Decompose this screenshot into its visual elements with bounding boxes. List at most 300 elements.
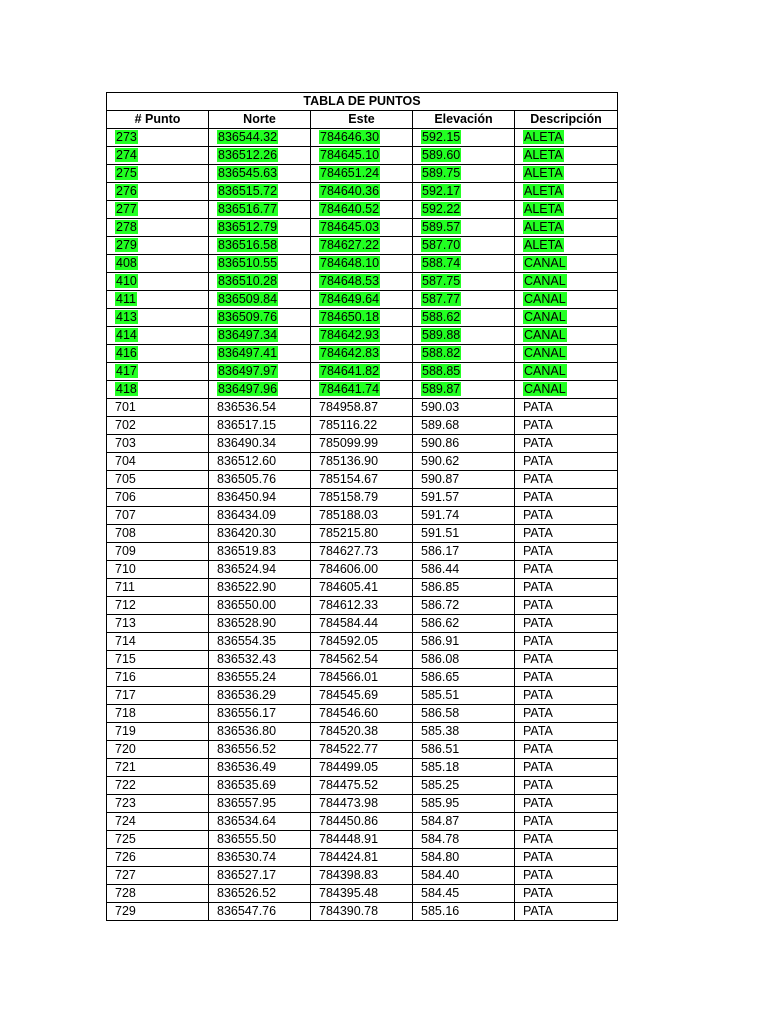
cell-descripcion-text: ALETA — [524, 184, 563, 198]
table-row — [107, 201, 618, 219]
cell-descripcion — [515, 723, 618, 741]
cell-elevacion-text: 584.80 — [421, 850, 460, 864]
cell-punto — [107, 255, 209, 273]
cell-norte-text: 836536.80 — [217, 724, 277, 738]
cell-elevacion — [413, 561, 515, 579]
cell-descripcion-text: PATA — [523, 544, 553, 558]
cell-elevacion — [413, 381, 515, 399]
cell-elevacion-text: 586.08 — [421, 652, 460, 666]
cell-elevacion — [413, 273, 515, 291]
cell-este — [311, 543, 413, 561]
cell-descripcion — [515, 885, 618, 903]
cell-elevacion-text: 591.57 — [421, 490, 460, 504]
cell-elevacion — [413, 669, 515, 687]
table-title: TABLA DE PUNTOS — [107, 93, 618, 111]
cell-punto-text: 707 — [115, 508, 136, 522]
cell-punto — [107, 327, 209, 345]
cell-descripcion — [515, 597, 618, 615]
cell-punto — [107, 345, 209, 363]
table-row — [107, 741, 618, 759]
cell-descripcion-text: PATA — [523, 868, 553, 882]
cell-descripcion-text: CANAL — [524, 256, 566, 270]
cell-este — [311, 471, 413, 489]
cell-norte — [209, 345, 311, 363]
cell-norte — [209, 507, 311, 525]
cell-norte-text: 836512.26 — [218, 148, 278, 162]
cell-elevacion — [413, 399, 515, 417]
cell-punto — [107, 615, 209, 633]
header-descripcion: Descripción — [515, 111, 618, 129]
cell-punto-text: 408 — [116, 256, 137, 270]
cell-descripcion — [515, 615, 618, 633]
cell-este-text: 784499.05 — [319, 760, 379, 774]
cell-elevacion — [413, 597, 515, 615]
cell-elevacion — [413, 849, 515, 867]
cell-este-text: 784640.36 — [320, 184, 380, 198]
cell-elevacion — [413, 813, 515, 831]
cell-elevacion-text: 586.62 — [421, 616, 460, 630]
cell-elevacion-text: 585.16 — [421, 904, 460, 918]
cell-este-text: 784640.52 — [320, 202, 380, 216]
cell-punto — [107, 669, 209, 687]
header-elevacion: Elevación — [413, 111, 515, 129]
cell-norte — [209, 435, 311, 453]
table-row — [107, 183, 618, 201]
cell-descripcion-text: CANAL — [524, 274, 566, 288]
cell-norte-text: 836554.35 — [217, 634, 277, 648]
cell-descripcion — [515, 633, 618, 651]
cell-descripcion — [515, 237, 618, 255]
cell-punto — [107, 147, 209, 165]
cell-norte-text: 836536.49 — [217, 760, 277, 774]
cell-descripcion — [515, 291, 618, 309]
cell-descripcion — [515, 903, 618, 921]
table-row — [107, 471, 618, 489]
cell-norte-text: 836512.79 — [218, 220, 278, 234]
cell-punto-text: 712 — [115, 598, 136, 612]
cell-este-text: 784642.93 — [320, 328, 380, 342]
cell-descripcion-text: PATA — [523, 526, 553, 540]
cell-este-text: 784398.83 — [319, 868, 379, 882]
cell-descripcion-text: ALETA — [524, 202, 563, 216]
table-row — [107, 273, 618, 291]
cell-elevacion — [413, 777, 515, 795]
cell-elevacion-text: 589.88 — [422, 328, 461, 342]
cell-norte — [209, 309, 311, 327]
cell-punto-text: 277 — [116, 202, 137, 216]
cell-norte-text: 836497.96 — [218, 382, 278, 396]
cell-punto — [107, 471, 209, 489]
cell-elevacion-text: 584.40 — [421, 868, 460, 882]
cell-este — [311, 219, 413, 237]
cell-punto — [107, 759, 209, 777]
cell-punto-text: 273 — [116, 130, 137, 144]
cell-descripcion-text: ALETA — [524, 220, 563, 234]
cell-elevacion-text: 589.68 — [421, 418, 460, 432]
cell-punto — [107, 561, 209, 579]
cell-este-text: 784546.60 — [319, 706, 379, 720]
cell-este — [311, 201, 413, 219]
cell-punto — [107, 885, 209, 903]
cell-este-text: 784606.00 — [319, 562, 379, 576]
cell-norte — [209, 147, 311, 165]
cell-elevacion — [413, 471, 515, 489]
cell-descripcion-text: CANAL — [524, 346, 566, 360]
cell-punto-text: 724 — [115, 814, 136, 828]
cell-este — [311, 561, 413, 579]
cell-este-text: 784641.74 — [320, 382, 380, 396]
cell-norte-text: 836557.95 — [217, 796, 277, 810]
cell-elevacion — [413, 615, 515, 633]
cell-elevacion — [413, 705, 515, 723]
cell-punto — [107, 579, 209, 597]
cell-descripcion-text: PATA — [523, 688, 553, 702]
table-row — [107, 759, 618, 777]
cell-elevacion-text: 590.87 — [421, 472, 460, 486]
cell-punto-text: 715 — [115, 652, 136, 666]
cell-descripcion — [515, 705, 618, 723]
cell-elevacion-text: 588.74 — [422, 256, 461, 270]
cell-norte-text: 836497.34 — [218, 328, 278, 342]
table-row — [107, 327, 618, 345]
cell-elevacion-text: 589.57 — [422, 220, 461, 234]
cell-este — [311, 867, 413, 885]
cell-descripcion — [515, 309, 618, 327]
cell-elevacion — [413, 525, 515, 543]
cell-punto-text: 416 — [116, 346, 137, 360]
cell-descripcion-text: PATA — [523, 490, 553, 504]
cell-punto — [107, 723, 209, 741]
cell-punto — [107, 363, 209, 381]
cell-norte — [209, 399, 311, 417]
cell-norte — [209, 165, 311, 183]
cell-norte-text: 836526.52 — [217, 886, 277, 900]
table-row — [107, 651, 618, 669]
cell-punto-text: 708 — [115, 526, 136, 540]
table-row — [107, 579, 618, 597]
cell-elevacion-text: 586.17 — [421, 544, 460, 558]
cell-este — [311, 723, 413, 741]
cell-punto-text: 727 — [115, 868, 136, 882]
cell-punto — [107, 651, 209, 669]
cell-descripcion-text: ALETA — [524, 166, 563, 180]
cell-punto-text: 279 — [116, 238, 137, 252]
cell-elevacion-text: 585.95 — [421, 796, 460, 810]
table-row — [107, 705, 618, 723]
cell-elevacion — [413, 633, 515, 651]
cell-norte-text: 836434.09 — [217, 508, 277, 522]
cell-elevacion — [413, 435, 515, 453]
cell-norte — [209, 669, 311, 687]
cell-descripcion — [515, 327, 618, 345]
table-row — [107, 147, 618, 165]
cell-descripcion-text: CANAL — [524, 328, 566, 342]
cell-este-text: 784958.87 — [319, 400, 379, 414]
cell-elevacion-text: 591.74 — [421, 508, 460, 522]
cell-elevacion — [413, 237, 515, 255]
cell-descripcion — [515, 255, 618, 273]
cell-descripcion-text: CANAL — [524, 310, 566, 324]
cell-punto-text: 703 — [115, 436, 136, 450]
cell-punto-text: 714 — [115, 634, 136, 648]
cell-norte — [209, 381, 311, 399]
cell-punto-text: 713 — [115, 616, 136, 630]
cell-punto-text: 725 — [115, 832, 136, 846]
cell-descripcion — [515, 561, 618, 579]
cell-norte-text: 836536.29 — [217, 688, 277, 702]
cell-norte-text: 836509.84 — [218, 292, 278, 306]
cell-punto — [107, 309, 209, 327]
cell-norte-text: 836522.90 — [217, 580, 277, 594]
cell-norte — [209, 867, 311, 885]
table-row — [107, 795, 618, 813]
table-row — [107, 633, 618, 651]
cell-punto-text: 418 — [116, 382, 137, 396]
cell-este-text: 785215.80 — [319, 526, 379, 540]
table-row — [107, 561, 618, 579]
cell-descripcion-text: ALETA — [524, 148, 563, 162]
cell-elevacion-text: 589.87 — [422, 382, 461, 396]
cell-descripcion-text: PATA — [523, 562, 553, 576]
cell-norte — [209, 813, 311, 831]
cell-descripcion — [515, 579, 618, 597]
cell-este — [311, 777, 413, 795]
cell-elevacion — [413, 417, 515, 435]
cell-punto — [107, 741, 209, 759]
cell-este — [311, 741, 413, 759]
cell-descripcion — [515, 777, 618, 795]
cell-elevacion — [413, 165, 515, 183]
cell-descripcion — [515, 687, 618, 705]
cell-norte — [209, 453, 311, 471]
table-row — [107, 885, 618, 903]
cell-punto — [107, 291, 209, 309]
cell-elevacion-text: 585.51 — [421, 688, 460, 702]
cell-norte — [209, 327, 311, 345]
cell-elevacion-text: 585.25 — [421, 778, 460, 792]
cell-elevacion — [413, 345, 515, 363]
cell-este-text: 784545.69 — [319, 688, 379, 702]
cell-norte — [209, 723, 311, 741]
cell-descripcion-text: PATA — [523, 904, 553, 918]
cell-norte — [209, 777, 311, 795]
cell-elevacion-text: 588.82 — [422, 346, 461, 360]
table-row — [107, 507, 618, 525]
cell-este — [311, 831, 413, 849]
cell-elevacion — [413, 687, 515, 705]
cell-norte-text: 836550.00 — [217, 598, 277, 612]
cell-norte — [209, 885, 311, 903]
header-row — [107, 111, 618, 129]
table-row — [107, 165, 618, 183]
cell-norte-text: 836527.17 — [217, 868, 277, 882]
cell-elevacion-text: 592.17 — [422, 184, 461, 198]
cell-elevacion-text: 588.85 — [422, 364, 461, 378]
cell-elevacion-text: 590.62 — [421, 454, 460, 468]
cell-elevacion-text: 585.18 — [421, 760, 460, 774]
cell-elevacion — [413, 507, 515, 525]
cell-norte — [209, 129, 311, 147]
cell-elevacion — [413, 903, 515, 921]
cell-este — [311, 435, 413, 453]
cell-norte-text: 836509.76 — [218, 310, 278, 324]
cell-este-text: 784395.48 — [319, 886, 379, 900]
table-body — [107, 129, 618, 921]
cell-descripcion — [515, 759, 618, 777]
cell-descripcion-text: PATA — [523, 454, 553, 468]
cell-descripcion-text: PATA — [523, 850, 553, 864]
cell-norte-text: 836450.94 — [217, 490, 277, 504]
cell-punto-text: 702 — [115, 418, 136, 432]
cell-elevacion — [413, 759, 515, 777]
cell-descripcion-text: PATA — [523, 580, 553, 594]
cell-punto-text: 728 — [115, 886, 136, 900]
cell-este — [311, 291, 413, 309]
cell-este-text: 784645.03 — [320, 220, 380, 234]
table-row — [107, 417, 618, 435]
cell-elevacion — [413, 201, 515, 219]
table-row — [107, 687, 618, 705]
cell-este-text: 784646.30 — [320, 130, 380, 144]
cell-descripcion-text: PATA — [523, 652, 553, 666]
cell-punto-text: 276 — [116, 184, 137, 198]
cell-este — [311, 849, 413, 867]
cell-elevacion-text: 586.58 — [421, 706, 460, 720]
cell-este — [311, 597, 413, 615]
cell-norte — [209, 903, 311, 921]
cell-elevacion — [413, 291, 515, 309]
cell-norte-text: 836517.15 — [217, 418, 277, 432]
cell-este — [311, 273, 413, 291]
cell-este-text: 784450.86 — [319, 814, 379, 828]
cell-descripcion — [515, 525, 618, 543]
cell-elevacion-text: 586.91 — [421, 634, 460, 648]
cell-punto-text: 278 — [116, 220, 137, 234]
table-row — [107, 489, 618, 507]
cell-descripcion-text: ALETA — [524, 238, 563, 252]
cell-elevacion — [413, 795, 515, 813]
table-row — [107, 813, 618, 831]
cell-elevacion-text: 587.77 — [422, 292, 461, 306]
cell-este-text: 784584.44 — [319, 616, 379, 630]
cell-punto — [107, 525, 209, 543]
cell-punto — [107, 831, 209, 849]
cell-punto-text: 410 — [116, 274, 137, 288]
cell-norte-text: 836547.76 — [217, 904, 277, 918]
table-row — [107, 723, 618, 741]
cell-este-text: 785116.22 — [319, 418, 378, 432]
cell-punto-text: 704 — [115, 454, 136, 468]
cell-norte — [209, 651, 311, 669]
cell-descripcion-text: PATA — [523, 670, 553, 684]
cell-norte — [209, 633, 311, 651]
cell-norte — [209, 201, 311, 219]
table-row — [107, 381, 618, 399]
cell-elevacion — [413, 327, 515, 345]
cell-elevacion — [413, 147, 515, 165]
cell-este-text: 784592.05 — [319, 634, 379, 648]
cell-punto — [107, 201, 209, 219]
cell-punto-text: 275 — [116, 166, 137, 180]
cell-este-text: 784627.73 — [319, 544, 379, 558]
cell-descripcion — [515, 435, 618, 453]
cell-descripcion — [515, 363, 618, 381]
cell-descripcion-text: PATA — [523, 778, 553, 792]
cell-norte — [209, 705, 311, 723]
cell-descripcion — [515, 507, 618, 525]
cell-punto-text: 720 — [115, 742, 136, 756]
cell-punto-text: 722 — [115, 778, 136, 792]
cell-punto — [107, 237, 209, 255]
cell-descripcion — [515, 147, 618, 165]
cell-punto — [107, 417, 209, 435]
cell-norte — [209, 759, 311, 777]
cell-elevacion — [413, 219, 515, 237]
cell-norte-text: 836497.97 — [218, 364, 278, 378]
cell-este — [311, 795, 413, 813]
cell-descripcion-text: ALETA — [524, 130, 563, 144]
points-table — [106, 92, 618, 921]
cell-norte — [209, 741, 311, 759]
cell-punto-text: 417 — [116, 364, 137, 378]
cell-norte — [209, 579, 311, 597]
cell-este-text: 784520.38 — [319, 724, 379, 738]
table-row — [107, 903, 618, 921]
cell-elevacion-text: 584.87 — [421, 814, 460, 828]
cell-punto-text: 726 — [115, 850, 136, 864]
cell-descripcion — [515, 831, 618, 849]
header-este: Este — [311, 111, 413, 129]
cell-elevacion — [413, 489, 515, 507]
title-row — [107, 93, 618, 111]
cell-descripcion-text: PATA — [523, 814, 553, 828]
cell-punto-text: 721 — [115, 760, 136, 774]
cell-este-text: 784424.81 — [319, 850, 379, 864]
cell-este-text: 785099.99 — [319, 436, 379, 450]
cell-descripcion — [515, 813, 618, 831]
cell-este-text: 784648.53 — [320, 274, 380, 288]
cell-norte-text: 836544.32 — [218, 130, 278, 144]
cell-este — [311, 489, 413, 507]
cell-norte — [209, 561, 311, 579]
cell-punto — [107, 435, 209, 453]
cell-elevacion — [413, 885, 515, 903]
table-row — [107, 399, 618, 417]
cell-este — [311, 183, 413, 201]
cell-este — [311, 705, 413, 723]
cell-punto — [107, 543, 209, 561]
cell-norte — [209, 795, 311, 813]
cell-este-text: 784642.83 — [320, 346, 380, 360]
table-row — [107, 525, 618, 543]
cell-norte-text: 836512.60 — [217, 454, 277, 468]
cell-elevacion-text: 589.75 — [422, 166, 461, 180]
cell-descripcion — [515, 453, 618, 471]
table-row — [107, 867, 618, 885]
cell-elevacion — [413, 723, 515, 741]
cell-norte-text: 836556.52 — [217, 742, 277, 756]
cell-elevacion-text: 586.44 — [421, 562, 460, 576]
cell-norte-text: 836515.72 — [218, 184, 278, 198]
cell-este — [311, 615, 413, 633]
cell-este — [311, 885, 413, 903]
cell-norte — [209, 489, 311, 507]
cell-punto — [107, 507, 209, 525]
cell-punto — [107, 597, 209, 615]
cell-descripcion — [515, 399, 618, 417]
cell-norte — [209, 597, 311, 615]
cell-este-text: 784641.82 — [320, 364, 380, 378]
